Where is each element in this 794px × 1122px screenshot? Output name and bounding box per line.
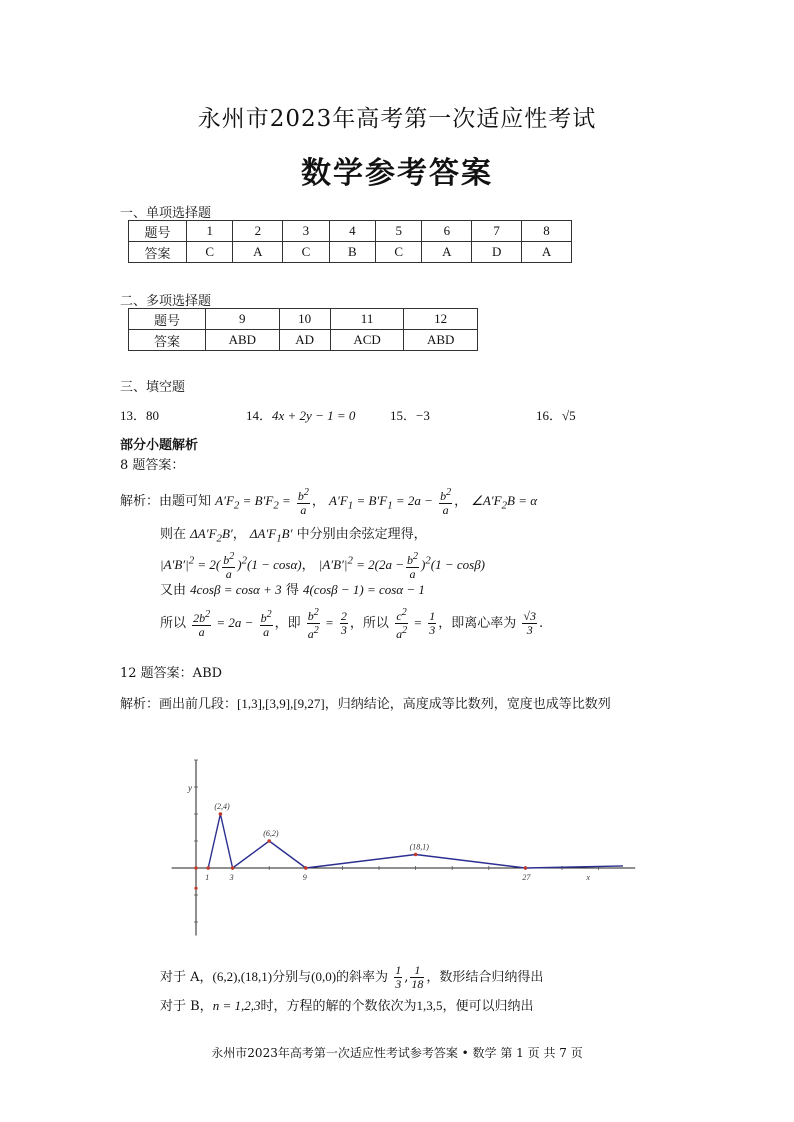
zero-label: 9 xyxy=(302,873,307,882)
data-point xyxy=(414,853,418,857)
section2-heading: 二、多项选择题 xyxy=(120,294,212,309)
table-cell: B xyxy=(329,242,375,263)
series-segment xyxy=(233,841,270,868)
table-cell: D xyxy=(472,242,522,263)
table-cell: C xyxy=(187,242,233,263)
zero-label: 1 xyxy=(205,873,210,882)
table-cell: A xyxy=(522,242,572,263)
table-cell: C xyxy=(283,242,329,263)
table-cell: AD xyxy=(279,330,330,351)
option-a-line: 对于 A，(6,2),(18,1)分别与(0,0)的斜率为 $\frac{1}{3}$ , $\frac{1}{18}$ ，数形结合归纳得出 xyxy=(160,963,544,991)
table-cell: ABD xyxy=(404,330,478,351)
y-axis-label: y xyxy=(188,783,192,793)
series-segment xyxy=(208,814,220,868)
option-b-line: 对于 B，n = 1,2,3时，方程的解的个数依次为1,3,5，便可以归纳出 xyxy=(160,998,534,1014)
origin-point xyxy=(194,866,198,870)
table-cell: 4 xyxy=(329,221,375,242)
table-row xyxy=(129,221,572,242)
q8-line2: 则在 $\Delta A'F_2B'$， $\Delta A'F_1B'$ 中分别由余弦定理得， xyxy=(160,526,427,545)
q8-line4: 又由 4cosβ = cosα + 3 得 4(cosβ − 1) = cosα − 1 xyxy=(160,582,425,598)
zero-label: 27 xyxy=(522,873,531,882)
table-cell: 1 xyxy=(187,221,233,242)
fill-item-14: 14．4x + 2y − 1 = 0 xyxy=(246,408,356,423)
table-row xyxy=(129,309,478,330)
table-cell: 7 xyxy=(472,221,522,242)
q12-label: 12 题答案：ABD xyxy=(120,666,223,681)
piecewise-graph xyxy=(160,726,640,956)
graph-labels xyxy=(187,783,590,882)
peak-label: (6,2) xyxy=(263,829,279,838)
q8-line3: $|A'B'|^2 = 2$( $\frac{b^2}{a}$ )$^2$(1 − cosα)， $|A'B'|^2 = 2(2a$ − $\frac{b^2}{a}$ )$^2$(1 − cosβ) xyxy=(160,551,486,581)
fill-item-15: 15．−3 xyxy=(390,408,430,423)
page-title: 数学参考答案 xyxy=(301,156,493,191)
series-segment xyxy=(269,841,306,868)
graph-plot xyxy=(194,812,623,890)
exam-title: 永州市2023年高考第一次适应性考试 xyxy=(197,106,597,132)
section1-heading: 一、单项选择题 xyxy=(120,206,212,221)
table-cell: 2 xyxy=(233,221,283,242)
series-segment xyxy=(306,855,416,869)
fill-item-13: 13．80 xyxy=(120,408,160,423)
table-cell: 8 xyxy=(522,221,572,242)
series-segment xyxy=(416,855,526,869)
q8-line1: 解析：由题可知 $A'F_2 = B'F_2$ = $\frac{b^2}{a}$ ， $A'F_1 = B'F_1 = 2a$ − $\frac{b^2}{a}$ ， $\angle A'F_2B = \alpha$ xyxy=(120,487,538,517)
table-row xyxy=(129,330,478,351)
table-cell: 5 xyxy=(376,221,422,242)
multi-choice-table xyxy=(128,308,478,351)
axis-point xyxy=(194,887,197,890)
peak-label: (2,4) xyxy=(214,802,230,811)
data-point xyxy=(219,812,223,816)
fill-item-16: 16．√5 xyxy=(536,408,576,423)
zero-label: 3 xyxy=(229,873,234,882)
data-point xyxy=(304,866,308,870)
data-point xyxy=(524,866,528,870)
analysis-heading: 部分小题解析 xyxy=(120,438,199,453)
row-label: 答案 xyxy=(129,330,206,351)
data-point xyxy=(231,866,235,870)
q8-line5: 所以 $\frac{2b^2}{a}$ = 2a − $\frac{b^2}{a}$ ，即 $\frac{b^2}{a^2}$ = $\frac{2}{3}$ ，所以 $\frac{c^2}{a^2}$ = $\frac{1}{3}$ ，即离心率为 $\frac{√3}{3}$ . xyxy=(160,607,544,641)
section3-heading: 三、填空题 xyxy=(120,380,186,395)
table-cell: A xyxy=(233,242,283,263)
table-cell: ACD xyxy=(330,330,404,351)
page-footer: 永州市2023年高考第一次适应性考试参考答案 • 数学 第 1 页 共 7 页 xyxy=(211,1046,583,1060)
row-label: 题号 xyxy=(129,221,187,242)
table-cell: 12 xyxy=(404,309,478,330)
table-cell: 6 xyxy=(422,221,472,242)
table-cell: 9 xyxy=(206,309,280,330)
x-axis-label: x xyxy=(586,873,590,882)
table-cell: C xyxy=(376,242,422,263)
table-cell: A xyxy=(422,242,472,263)
row-label: 答案 xyxy=(129,242,187,263)
table-cell: 10 xyxy=(279,309,330,330)
q12-line1: 解析：画出前几段：[1,3],[3,9],[9,27]，归纳结论，高度成等比数列，宽度也成等比数列 xyxy=(120,696,611,712)
data-point xyxy=(267,839,271,843)
graph-axes xyxy=(172,760,636,936)
table-cell: 3 xyxy=(283,221,329,242)
table-cell: 11 xyxy=(330,309,404,330)
data-point xyxy=(206,866,210,870)
peak-label: (18,1) xyxy=(409,842,429,852)
q8-label: 8 题答案： xyxy=(120,458,185,473)
series-segment xyxy=(220,814,232,868)
single-choice-table xyxy=(128,220,572,263)
table-cell: ABD xyxy=(206,330,280,351)
table-row xyxy=(129,242,572,263)
row-label: 题号 xyxy=(129,309,206,330)
